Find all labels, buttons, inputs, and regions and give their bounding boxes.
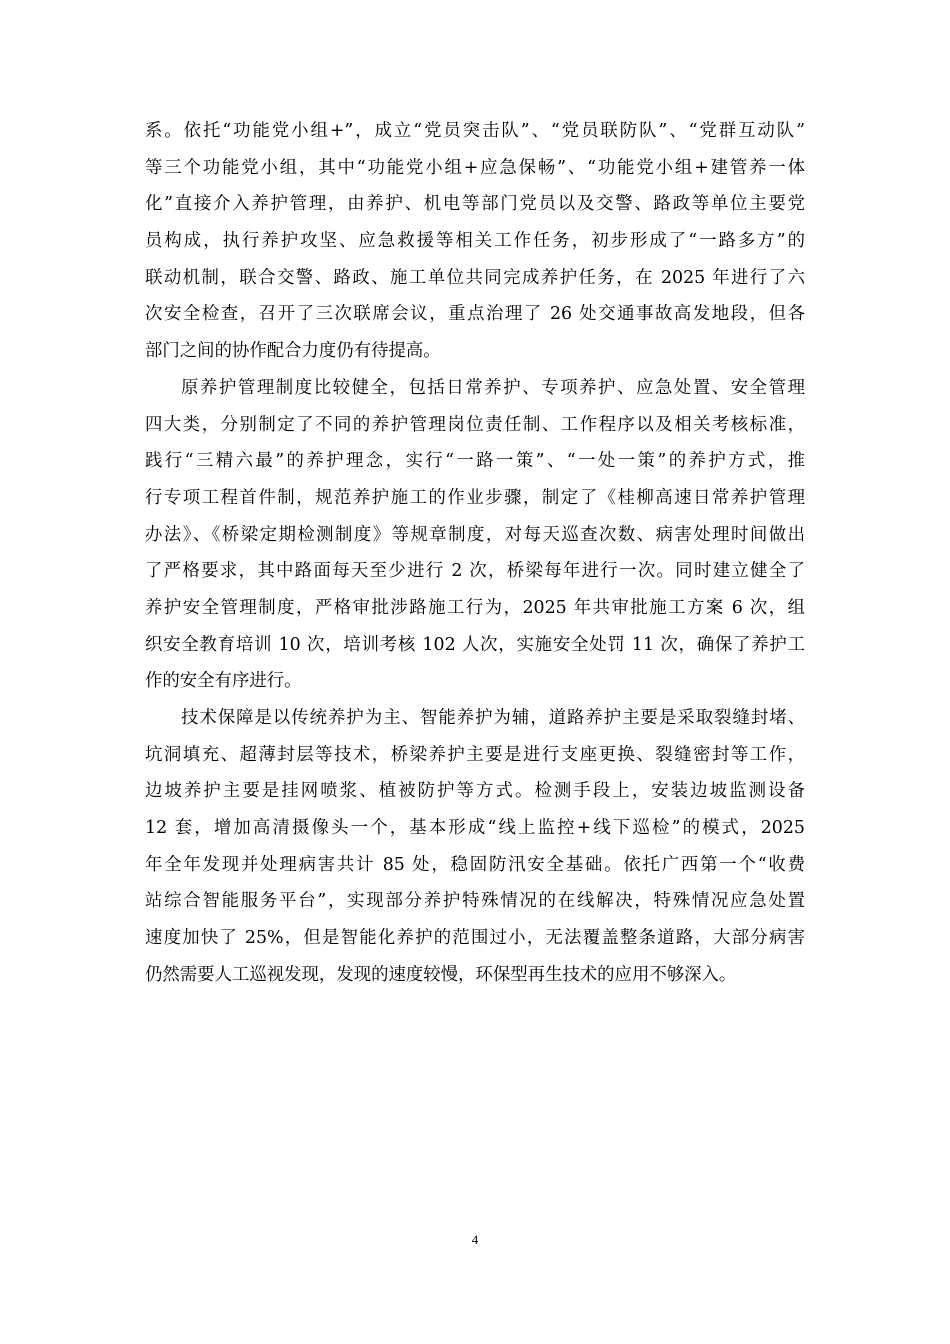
paragraph bbox=[145, 370, 805, 700]
text-line: 办法》、《桥梁定期检测制度》等规章制度，对每天巡查次数、病害处理时间做出 bbox=[145, 524, 805, 545]
paragraph bbox=[145, 113, 805, 370]
paragraph bbox=[145, 700, 805, 994]
text-line: 原养护管理制度比较健全，包括日常养护、专项养护、应急处置、安全管理 bbox=[181, 377, 805, 398]
text-line: 次安全检查，召开了三次联席会议，重点治理了 26 处交通事故高发地段，但各 bbox=[145, 304, 805, 325]
text-line: 仍然需要人工巡视发现，发现的速度较慢，环保型再生技术的应用不够深入。 bbox=[145, 964, 737, 985]
text-line: 系。依托“功能党小组+”，成立“党员突击队”、“党员联防队”、“党群互动队” bbox=[145, 121, 805, 141]
text-line: 联动机制，联合交警、路政、施工单位共同完成养护任务，在 2025 年进行了六 bbox=[145, 267, 805, 288]
text-line: 12 套，增加高清摄像头一个，基本形成“线上监控+线下巡检”的模式，2025 bbox=[145, 818, 805, 839]
text-line: 边坡养护主要是挂网喷浆、植被防护等方式。检测手段上，安装边坡监测设备 bbox=[145, 781, 805, 802]
text-line: 化”直接介入养护管理，由养护、机电等部门党员以及交警、路政等单位主要党 bbox=[145, 194, 805, 215]
text-line: 员构成，执行养护攻坚、应急救援等相关工作任务，初步形成了“一路多方”的 bbox=[145, 231, 805, 252]
text-line: 行专项工程首件制，规范养护施工的作业步骤，制定了《桂柳高速日常养护管理 bbox=[145, 487, 805, 508]
page-number: 4 bbox=[471, 1232, 479, 1247]
text-line: 了严格要求，其中路面每天至少进行 2 次，桥梁每年进行一次。同时建立健全了 bbox=[145, 561, 805, 582]
text-line: 等三个功能党小组，其中“功能党小组+应急保畅”、“功能党小组+建管养一体 bbox=[145, 157, 805, 178]
text-line: 养护安全管理制度，严格审批涉路施工行为，2025 年共审批施工方案 6 次，组 bbox=[145, 597, 805, 618]
text-line: 速度加快了 25%，但是智能化养护的范围过小，无法覆盖整条道路，大部分病害 bbox=[145, 928, 805, 949]
text-line: 四大类，分别制定了不同的养护管理岗位责任制、工作程序以及相关考核标准， bbox=[145, 414, 805, 435]
text-line: 坑洞填充、超薄封层等技术，桥梁养护主要是进行支座更换、裂缝密封等工作， bbox=[145, 744, 805, 765]
body-text bbox=[145, 113, 805, 994]
text-line: 部门之间的协作配合力度仍有待提高。 bbox=[145, 341, 441, 362]
text-line: 技术保障是以传统养护为主、智能养护为辅，道路养护主要是采取裂缝封堵、 bbox=[181, 708, 805, 728]
text-line: 年全年发现并处理病害共计 85 处，稳固防汛安全基础。依托广西第一个“收费 bbox=[145, 854, 805, 875]
text-line: 站综合智能服务平台”，实现部分养护特殊情况的在线解决，特殊情况应急处置 bbox=[145, 891, 805, 912]
text-line: 作的安全有序进行。 bbox=[145, 671, 302, 692]
text-line: 织安全教育培训 10 次，培训考核 102 人次，实施安全处罚 11 次，确保了养护工 bbox=[145, 634, 805, 655]
text-line: 践行“三精六最”的养护理念，实行“一路一策”、“一处一策”的养护方式，推 bbox=[145, 451, 805, 472]
